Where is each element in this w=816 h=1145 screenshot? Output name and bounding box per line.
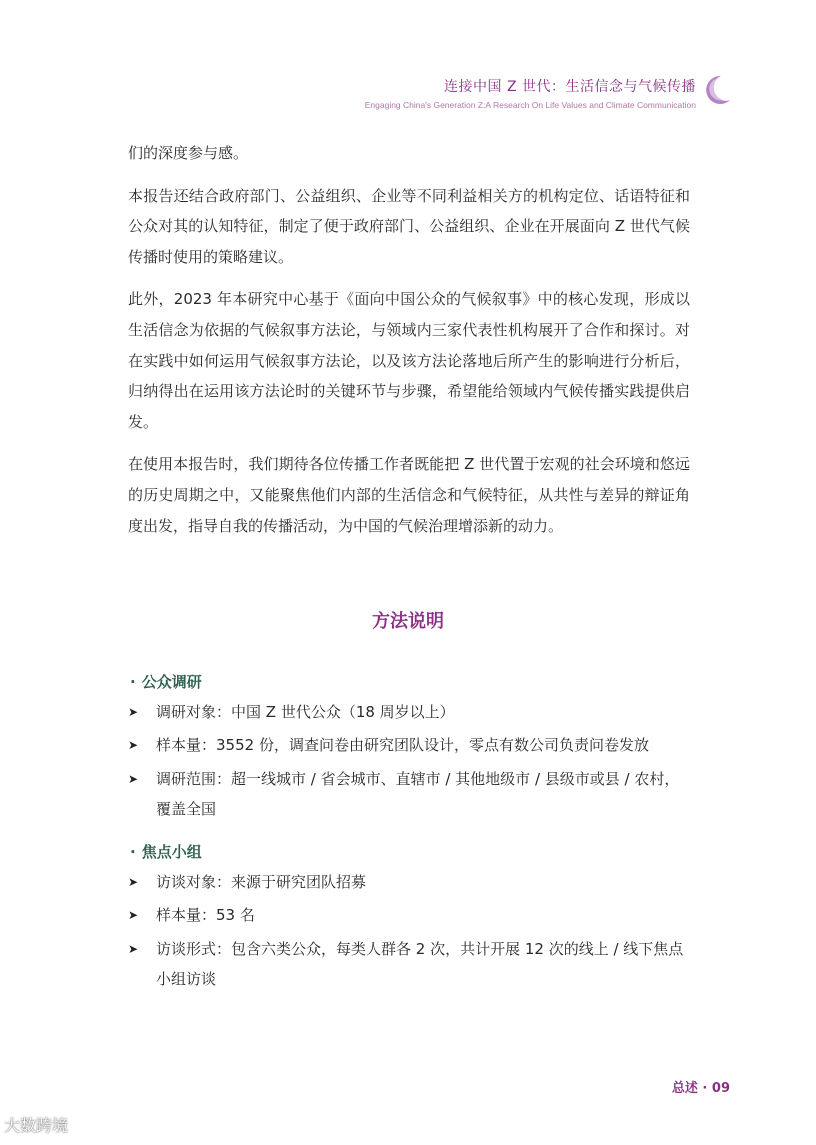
arrow-bullet-icon: ➤ <box>128 738 139 753</box>
arrow-bullet-icon: ➤ <box>128 771 139 786</box>
arrow-bullet-icon: ➤ <box>128 705 139 719</box>
list-item: ➤ 访谈形式：包含六类公众，每类人群各 2 次，共计开展 12 次的线上 / 线下焦点小组访谈 <box>128 934 690 995</box>
arrow-bullet-icon: ➤ <box>128 941 139 956</box>
list-item: ➤ 调研对象：中国 Z 世代公众（18 周岁以上） <box>128 697 690 727</box>
focus-heading-label: 焦点小组 <box>141 843 202 861</box>
paragraph: 此外，2023 年本研究中心基于《面向中国公众的气候叙事》中的核心发现，形成以生活信念为依据的气候叙事方法论，与领域内三家代表性机构展开了合作和探讨。对在实践中如何运用气候叙事方法论，以及该方法论落地后所产生的影响进行分析后，归纳得出在运用该方法论时的关键环节与步骤，希望能给领域内气候传播实践提供启发。 <box>128 290 690 431</box>
body-text <box>128 138 690 553</box>
page-header <box>365 76 696 110</box>
paragraph: 们的深度参与感。 <box>128 144 249 162</box>
crescent-moon-icon <box>702 74 732 106</box>
arrow-bullet-icon: ➤ <box>128 908 139 923</box>
paragraph: 本报告还结合政府部门、公益组织、企业等不同利益相关方的机构定位、话语特征和公众对其的认知特征，制定了便于政府部门、公益组织、企业在开展面向 Z 世代气候传播时使用的策略建议。 <box>128 186 690 266</box>
watermark: 大数跨境 <box>4 1116 69 1135</box>
header-title: 连接中国 Z 世代：生活信念与气候传播 <box>444 79 696 95</box>
header-subtitle: Engaging China's Generation Z:A Research On Life Values and Climate Communication <box>364 100 696 110</box>
arrow-bullet-icon: ➤ <box>128 875 139 889</box>
survey-heading-label: 公众调研 <box>141 673 202 691</box>
list-item: ➤ 调研范围：超一线城市 / 省会城市、直辖市 / 其他地级市 / 县级市或县 / 农村，覆盖全国 <box>128 764 690 825</box>
paragraph: 在使用本报告时，我们期待各位传播工作者既能把 Z 世代置于宏观的社会环境和悠远的历史周期之中，又能聚焦他们内部的生活信念和气候特征，从共性与差异的辩证角度出发，指导自我的传播活动，为中国的气候治理增添新的动力。 <box>128 455 690 535</box>
list-item: ➤ 样本量：3552 份，调查问卷由研究团队设计，零点有数公司负责问卷发放 <box>128 730 690 760</box>
survey-heading: · 公众调研 <box>130 673 202 691</box>
list-item: ➤ 样本量：53 名 <box>128 900 690 930</box>
survey-list <box>128 697 690 828</box>
page-number: 总述 · 09 <box>671 1081 730 1096</box>
focus-list <box>128 867 690 998</box>
focus-heading: · 焦点小组 <box>130 843 202 861</box>
list-item: ➤ 访谈对象：来源于研究团队招募 <box>128 867 690 897</box>
section-title: 方法说明 <box>372 611 444 632</box>
